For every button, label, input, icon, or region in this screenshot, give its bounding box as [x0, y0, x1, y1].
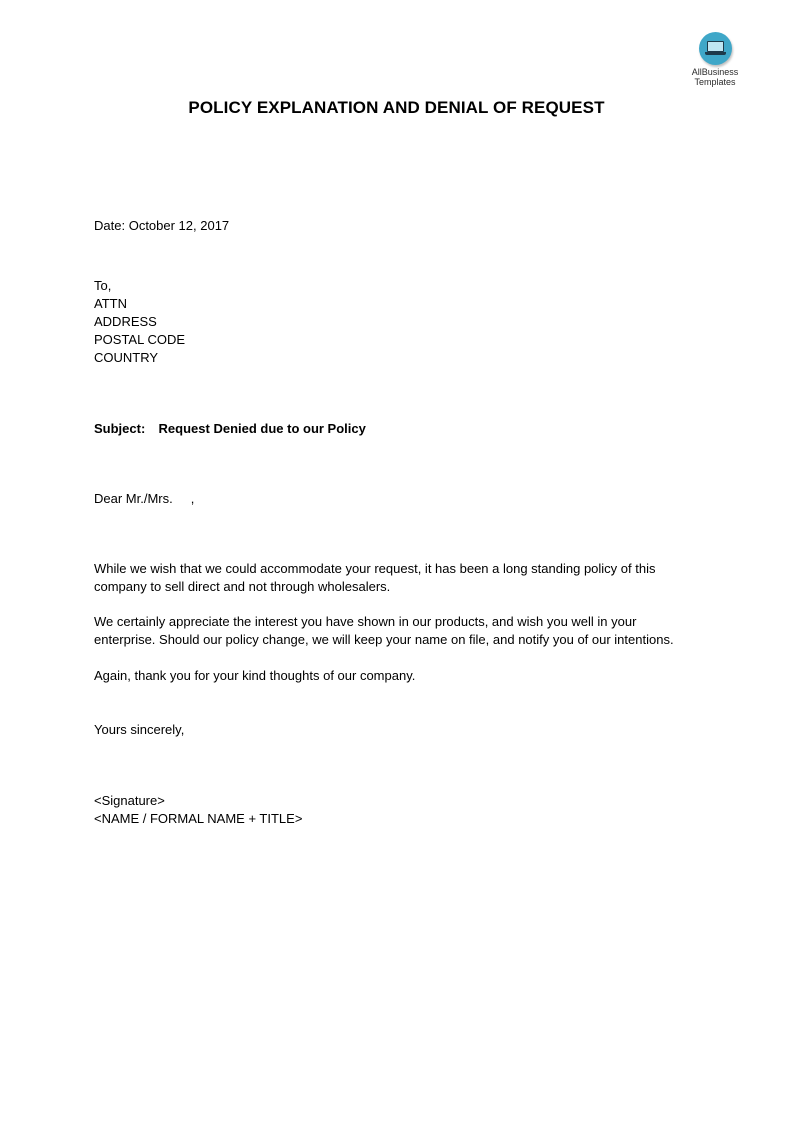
recipient-attn: ATTN: [94, 296, 127, 311]
date-line: [94, 217, 229, 235]
logo-name-line1: AllBusiness: [691, 67, 739, 77]
paragraph-2-line-1: We certainly appreciate the interest you have shown in our products, and wish you well in your: [94, 614, 637, 629]
recipient-postal-code: POSTAL CODE: [94, 332, 186, 347]
recipient-country: COUNTRY: [94, 350, 159, 365]
subject-label: Subject:: [94, 421, 146, 436]
paragraph-1-line-2: company to sell direct and not through wholesalers.: [94, 579, 391, 594]
laptop-icon: [699, 32, 732, 65]
paragraph-1-line-1: While we wish that we could accommodate your request, it has been a long standing policy of this: [94, 561, 656, 576]
document-title: POLICY EXPLANATION AND DENIAL OF REQUEST: [188, 98, 605, 117]
paragraph-3: Again, thank you for your kind thoughts of our company.: [94, 668, 416, 683]
date-label: Date:: [94, 218, 126, 233]
paragraph-2-line-2: enterprise. Should our policy change, we will keep your name on file, and notify you of our intentions.: [94, 632, 674, 647]
date-value: October 12, 2017: [128, 218, 230, 233]
signature-placeholder: <Signature>: [94, 793, 165, 808]
closing: Yours sincerely,: [94, 722, 185, 737]
subject-value: Request Denied due to our Policy: [158, 421, 366, 436]
recipient-to: To,: [94, 278, 112, 293]
salutation: Dear Mr./Mrs. ,: [94, 491, 195, 506]
signature-name: <NAME / FORMAL NAME + TITLE>: [94, 811, 303, 826]
subject-line: [94, 420, 366, 438]
recipient-address: ADDRESS: [94, 314, 157, 329]
logo: [680, 32, 750, 87]
logo-text: [680, 67, 750, 87]
logo-name-line2: Templates: [694, 77, 736, 87]
